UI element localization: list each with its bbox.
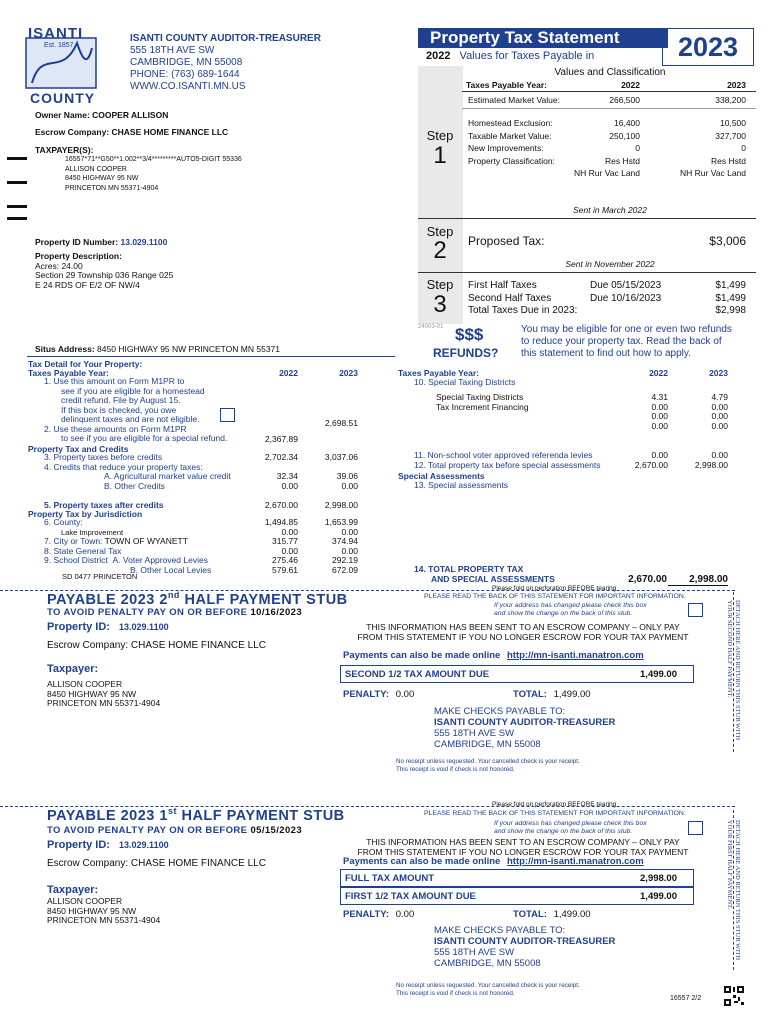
line9-name: SD 0477 PRINCETON [62, 572, 138, 581]
lines-11-12-2023 [670, 451, 728, 470]
line1-d: If this box is checked, you owe [61, 404, 177, 415]
values-heading: Values and Classification [554, 67, 666, 78]
line7-2023: 374.94 [332, 536, 358, 546]
county-city: CAMBRIDGE, MN 55008 [130, 57, 243, 68]
divider [462, 91, 756, 92]
stub1-taxpayer [47, 897, 160, 926]
stub1-escrow-company: Escrow Company: CHASE HOME FINANCE LLC [47, 858, 266, 869]
stub2-avoid-date: 10/16/2023 [250, 607, 303, 618]
stub2-title-b: HALF PAYMENT STUB [179, 591, 348, 608]
stub2-receipt-note [396, 758, 580, 774]
scan-code [723, 985, 745, 1007]
line14-2022: 2,670.00 [628, 574, 667, 585]
statement-title: Property Tax Statement [418, 28, 668, 48]
total-due-amount: $2,998 [715, 305, 746, 316]
hx-2022: 16,400 [614, 118, 640, 128]
first-half-due: Due 05/15/2023 [590, 280, 662, 291]
pc-label: Property Classification: [468, 155, 555, 166]
stub1-avoid-date: 05/15/2023 [250, 825, 303, 836]
logo-est-text: Est. 1857 [44, 42, 74, 49]
line5-2022: 2,670.00 [264, 500, 298, 510]
line8: 8. State General Tax [44, 545, 122, 556]
line6-2023: 1,653.99 [324, 517, 358, 527]
stub2-title [47, 590, 348, 608]
line9b-2022: 579.61 [272, 564, 298, 575]
line14 [414, 565, 555, 584]
stub1-pid [47, 839, 169, 851]
detail-2023: 2023 [339, 368, 358, 378]
line4b: B. Other Credits [104, 480, 165, 491]
stub2-title-a: PAYABLE 2023 2 [47, 591, 168, 608]
owner-name: Owner Name: COOPER ALLISON [35, 110, 169, 120]
stub1-city: PRINCETON MN 55371-4904 [47, 915, 161, 925]
taxpayer-name: ALLISON COOPER [65, 165, 127, 173]
county-address-block [130, 33, 321, 93]
first-half-amount: $1,499 [715, 280, 746, 291]
stub2-payee-address: 555 18TH AVE SW [434, 728, 515, 739]
line6b-2023: 0.00 [341, 526, 358, 537]
stub2-read-note: PLEASE READ THE BACK OF THIS STATEMENT FOR IMPORTANT INFORMATION. [424, 593, 686, 600]
line6b-2022: 0.00 [281, 526, 298, 537]
stub1-escrow-note [318, 838, 728, 857]
stub1-name: ALLISON COOPER [47, 896, 123, 906]
county-phone: PHONE: (763) 689-1644 [130, 69, 240, 80]
line3-2022: 2,702.34 [264, 452, 298, 462]
step-2-number: 2 [433, 237, 447, 264]
tmv-2022: 250,100 [609, 130, 640, 141]
line11-2023: 0.00 [711, 450, 728, 460]
stub1-amount-due-box [340, 887, 694, 905]
line10-2023 [670, 393, 728, 431]
desc-label: Property Description: [35, 251, 122, 261]
line10b-2023: 0.00 [711, 401, 728, 412]
stub2-avoid-text: TO AVOID PENALTY PAY ON OR BEFORE [47, 607, 248, 618]
stub1-due-amount: 1,499.00 [640, 891, 677, 902]
half-amounts [666, 280, 746, 318]
stub1-receipt-note [396, 982, 580, 998]
stub1-total-value: 1,499.00 [553, 909, 591, 920]
stub2-penalty [343, 689, 414, 700]
stub2-online [343, 650, 644, 661]
stub2-due-label: SECOND 1/2 TAX AMOUNT DUE [345, 669, 490, 680]
stub1-title-a: PAYABLE 2023 1 [47, 807, 168, 824]
line10a-2022: 4.31 [651, 392, 668, 402]
line1-e: delinquent taxes and are not eligible. [61, 414, 200, 424]
second-half-amount: $1,499 [715, 292, 746, 304]
line1-2023: 2,698.51 [324, 418, 358, 428]
postal-mark [7, 181, 27, 184]
line8-2023: 0.00 [341, 545, 358, 556]
line11-2022: 0.00 [651, 450, 668, 460]
line14-2023: 2,998.00 [689, 574, 728, 585]
stub2-side-note: DETACH HERE AND RETURN THIS STUB WITH YOUR SECOND HALF PAYMENT. [726, 600, 741, 741]
mailing-barcode-line: 16557*71**G50**1.002**3/4*********AUTO5-DIGIT 55336 [65, 156, 242, 163]
county-website: WWW.CO.ISANTI.MN.US [130, 81, 246, 92]
stub1-pid-label: Property ID: [47, 839, 110, 851]
stub2-pid-label: Property ID: [47, 621, 110, 633]
line9: 9. School District [44, 555, 108, 565]
situs-address [35, 344, 280, 354]
tmv-label: Taxable Market Value: [468, 130, 552, 141]
situs-value: 8450 HIGHWAY 95 NW PRINCETON MN 55371 [97, 344, 281, 354]
scan-code-graphic [723, 985, 745, 1007]
stub2-total [513, 689, 591, 700]
stub1-pid-value: 13.029.1100 [119, 840, 169, 850]
situs-label: Situs Address: [35, 344, 95, 354]
divider [462, 108, 756, 109]
stub1-escrow2: FROM THIS STATEMENT IF YOU NO LONGER ESCROW FOR YOUR TAX PAYMENT [357, 846, 689, 857]
line8-2022: 0.00 [281, 545, 298, 556]
stub2-penalty-value: 0.00 [395, 689, 415, 700]
stub2-street: 8450 HIGHWAY 95 NW [47, 688, 137, 699]
detail-2022: 2022 [279, 368, 298, 378]
line12-2022: 2,670.00 [634, 459, 668, 470]
stub2-penalty-label: PENALTY: [343, 689, 390, 700]
emv-2022: 266,500 [609, 95, 640, 105]
values-col-label: Taxes Payable Year: [466, 80, 547, 90]
lines-11-12 [414, 451, 600, 470]
county-street: 555 18TH AVE SW [130, 45, 215, 56]
line6: 6. County: [44, 517, 83, 527]
stub1-payee-city: CAMBRIDGE, MN 55008 [434, 958, 541, 969]
stub2-escrow-company: Escrow Company: CHASE HOME FINANCE LLC [47, 640, 266, 651]
proposed-label: Proposed Tax: [468, 234, 545, 248]
stub1-penalty [343, 909, 414, 920]
stub1-due-label: FIRST 1/2 TAX AMOUNT DUE [345, 891, 476, 902]
line9a-2023: 292.19 [332, 555, 358, 565]
line1-a: 1. Use this amount on Form M1PR to [44, 376, 185, 386]
stub2-title-sup: nd [167, 590, 180, 600]
pc-2023: Res Hstd [711, 155, 746, 166]
line7-name: TOWN OF WYANETT [104, 536, 188, 546]
stub1-penalty-label: PENALTY: [343, 909, 390, 920]
line12: 12. Total property tax before special assessments [414, 459, 601, 470]
half-due-dates [590, 280, 661, 305]
values-text: Values for Taxes Payable in [459, 50, 595, 62]
ni-2023: 0 [741, 143, 746, 153]
stub1-title [47, 806, 345, 824]
stub1-full-label: FULL TAX AMOUNT [345, 873, 435, 884]
line2-b: to see if you are eligible for a special refund. [61, 433, 228, 443]
taxpayer-mailing [65, 155, 242, 193]
pc-2022: Res Hstd [605, 155, 640, 166]
stub1-avoid-text: TO AVOID PENALTY PAY ON OR BEFORE [47, 825, 248, 836]
stub1-taxpayer-label: Taxpayer: [47, 884, 99, 896]
stub1-payee-name: ISANTI COUNTY AUDITOR-TREASURER [434, 936, 616, 947]
county-logo [22, 25, 114, 108]
stub2-due-amount: 1,499.00 [640, 669, 677, 680]
line3: 3. Property taxes before credits [44, 452, 163, 462]
desc-legal: E 24 RDS OF E/2 OF NW/4 [35, 279, 140, 290]
refund-text-1: You may be eligible for one or even two refunds [521, 324, 732, 335]
total-due-label: Total Taxes Due in 2023: [468, 305, 578, 316]
postal-mark [7, 217, 27, 220]
line14-b: AND SPECIAL ASSESSMENTS [431, 573, 555, 584]
stub2-taxpayer-label: Taxpayer: [47, 663, 99, 675]
stub1-payee-address: 555 18TH AVE SW [434, 947, 515, 958]
stub1-total [513, 909, 591, 920]
stub1-title-b: HALF PAYMENT STUB [176, 807, 345, 824]
desc-section: Section 29 Township 036 Range 025 [35, 270, 174, 280]
stub2-amount-due-box [340, 665, 694, 683]
taxpayer-city: PRINCETON MN 55371-4904 [65, 184, 159, 192]
stub1-street: 8450 HIGHWAY 95 NW [47, 905, 137, 916]
stub2-receipt1: No receipt unless requested. Your cancelled check is your receipt. [396, 758, 580, 765]
values-2023 [666, 117, 746, 180]
stub1-address-change-checkbox[interactable] [688, 821, 703, 835]
fold-note-1: Please fold on perforation BEFORE tearing [492, 801, 617, 808]
line4a-2023: 39.06 [336, 471, 358, 481]
page-footer: 16557 2/2 [670, 995, 702, 1002]
refund-text-2: to reduce your property tax. Read the back of [521, 336, 722, 347]
hx-label: Homestead Exclusion: [468, 118, 553, 128]
fold-note-2: Please fold on perforation BEFORE tearing [492, 585, 617, 592]
values-2022 [560, 117, 640, 180]
step-2-word: Step [426, 224, 454, 239]
payable-year: 2023 [662, 28, 754, 66]
line10a-2023: 4.79 [711, 392, 728, 402]
values-line [426, 50, 594, 62]
emv-label: Estimated Market Value: [468, 95, 560, 105]
step-3-word: Step [426, 277, 454, 292]
stub2-total-value: 1,499.00 [553, 689, 591, 700]
escrow-company: Escrow Company: CHASE HOME FINANCE LLC [35, 127, 229, 137]
stub1-full-tax-box [340, 869, 694, 887]
stub1-address-note [494, 820, 647, 836]
step-1-number: 1 [433, 142, 447, 169]
stub2-escrow2: FROM THIS STATEMENT IF YOU NO LONGER ESCROW FOR YOUR TAX PAYMENT [357, 631, 689, 642]
stub1-read-note: PLEASE READ THE BACK OF THIS STATEMENT FOR IMPORTANT INFORMATION. [424, 810, 686, 817]
second-half-due: Due 10/16/2023 [590, 292, 662, 304]
line10c-2023: 0.00 [711, 411, 728, 421]
lines-6-9-2022 [240, 518, 298, 575]
stub2-escrow-note [318, 623, 728, 642]
line2-2022: 2,367.89 [264, 434, 298, 444]
stub1-side-note: DETACH HERE AND RETURN THIS STUB WITH YOUR FIRST HALF PAYMENT. [726, 820, 741, 961]
lines-11-12-2022 [610, 451, 668, 470]
refund-dollars: $$$ [455, 325, 484, 344]
r-2022: 2022 [649, 368, 668, 378]
line5-2023: 2,998.00 [324, 500, 358, 510]
line4a: A. Agricultural market value credit [104, 471, 231, 481]
stub1-online-text: Payments can also be made online [343, 856, 501, 867]
stub2-addr2: and show the change on the back of this stub. [494, 610, 633, 617]
line4b-2022: 0.00 [281, 480, 298, 491]
taxpayers-label: TAXPAYER(S): [35, 145, 94, 155]
postal-mark [7, 157, 27, 160]
values-col-2023: 2023 [727, 80, 746, 90]
stub2-online-text: Payments can also be made online [343, 650, 501, 661]
line10d-2022: 0.00 [651, 420, 668, 431]
lines-6-9-2023 [300, 518, 358, 575]
postal-mark [7, 205, 27, 208]
line6-2022: 1,494.85 [264, 517, 298, 527]
second-half-label: Second Half Taxes [468, 292, 552, 304]
lines-6-9 [44, 518, 211, 575]
stub1-escrow1: THIS INFORMATION HAS BEEN SENT TO AN ESCROW COMPANY – ONLY PAY [366, 837, 680, 847]
line14-a: 14. TOTAL PROPERTY TAX [414, 564, 524, 574]
stub1-online [343, 856, 644, 867]
line1-b: see if you are eligible for a homestead [61, 385, 205, 396]
line11: 11. Non-school voter approved referenda levies [414, 450, 593, 460]
ni-2022: 0 [635, 143, 640, 153]
stub2-online-link[interactable]: http://mn-isanti.manatron.com [506, 650, 644, 661]
values-year: 2022 [426, 50, 451, 62]
values-labels [468, 117, 555, 167]
line10d-2023: 0.00 [711, 420, 728, 431]
lines-3-4-2023 [300, 453, 358, 491]
refund-text-3: this statement to find out how to apply. [521, 348, 691, 359]
stub1-avoid-penalty [47, 825, 302, 836]
divider [418, 218, 756, 219]
emv-2023: 338,200 [715, 95, 746, 105]
stub1-payee [434, 925, 615, 969]
line13: 13. Special assessments [414, 480, 509, 490]
stub1-penalty-value: 0.00 [395, 909, 415, 920]
stub1-receipt2: This receipt is void if check is not honored. [396, 990, 515, 997]
stub2-avoid-penalty [47, 607, 302, 618]
half-labels [468, 280, 577, 318]
stub1-addr2: and show the change on the back of this stub. [494, 828, 633, 835]
stub1-receipt1: No receipt unless requested. Your cancelled check is your receipt. [396, 982, 580, 989]
line6b: Lake Improvement [61, 527, 124, 537]
stub2-addr1: If your address has changed please check this box [494, 602, 647, 609]
step-1-word: Step [426, 128, 454, 143]
tmv-2023: 327,700 [715, 130, 746, 141]
first-half-label: First Half Taxes [468, 280, 537, 291]
county-office: ISANTI COUNTY AUDITOR-TREASURER [130, 33, 321, 44]
line2-a: 2. Use these amounts on Form M1PR [44, 423, 187, 434]
stub2-payee-city: CAMBRIDGE, MN 55008 [434, 739, 541, 750]
stub2-pid-value: 13.029.1100 [119, 622, 169, 632]
logo-top-text: ISANTI [28, 25, 84, 42]
line10-items [436, 393, 529, 412]
stub2-name: ALLISON COOPER [47, 679, 123, 689]
line7-2022: 315.77 [272, 536, 298, 546]
pc2-2022: NH Rur Vac Land [574, 168, 640, 178]
line4: 4. Credits that reduce your property taxes: [44, 461, 203, 472]
delinquent-checkbox[interactable] [220, 408, 235, 422]
pid-value: 13.029.1100 [120, 237, 168, 247]
stub2-receipt2: This receipt is void if check is not honored. [396, 766, 515, 773]
detail-payable-label: Taxes Payable Year: [28, 368, 109, 378]
lines-3-4 [44, 453, 231, 491]
line10c-2022: 0.00 [651, 411, 668, 421]
pid-label: Property ID Number: [35, 237, 119, 247]
stub1-online-link[interactable]: http://mn-isanti.manatron.com [506, 856, 644, 867]
proposed-value: $3,006 [709, 234, 746, 248]
sent-november: Sent in November 2022 [565, 259, 655, 269]
line9a-2022: 275.46 [272, 555, 298, 565]
values-col-2022: 2022 [621, 80, 640, 90]
line9b-2023: 672.09 [332, 564, 358, 575]
stub1-checks-label: MAKE CHECKS PAYABLE TO: [434, 925, 566, 936]
line10a: Special Taxing Districts [436, 392, 524, 402]
stub2-taxpayer [47, 680, 160, 709]
line5: 5. Property taxes after credits [44, 500, 164, 510]
stub2-payee-name: ISANTI COUNTY AUDITOR-TREASURER [434, 717, 616, 728]
line12-2023: 2,998.00 [694, 459, 728, 470]
refund-text [521, 324, 732, 360]
sent-march: Sent in March 2022 [573, 205, 647, 215]
stub1-addr1: If your address has changed please check this box [494, 820, 647, 827]
logo-bottom-text: COUNTY [30, 90, 96, 106]
taxpayer-street: 8450 HIGHWAY 95 NW [65, 175, 139, 182]
line4a-2022: 32.34 [276, 471, 298, 481]
stub1-title-sup: st [167, 806, 177, 816]
ptc-label: Property Tax and Credits [28, 444, 129, 454]
lines-3-4-2022 [240, 453, 298, 491]
line10-2022 [610, 393, 668, 431]
divider [418, 272, 756, 273]
line10b: Tax Increment Financing [436, 401, 529, 412]
refund-word: REFUNDS? [433, 346, 499, 360]
stub2-address-change-checkbox[interactable] [688, 603, 703, 617]
line1-text [44, 377, 227, 444]
stub2-city: PRINCETON MN 55371-4904 [47, 698, 161, 708]
r-2023: 2023 [709, 368, 728, 378]
desc-acres: Acres: 24.00 [35, 260, 83, 271]
r-payable-label: Taxes Payable Year: [398, 368, 479, 378]
line4b-2023: 0.00 [341, 480, 358, 491]
stub1-full-amount: 2,998.00 [640, 873, 677, 884]
line1-c: credit refund. File by August 15. [61, 395, 181, 405]
pc2-2023: NH Rur Vac Land [680, 168, 746, 178]
sa-label: Special Assessments [398, 471, 485, 481]
line3-2023: 3,037.06 [324, 452, 358, 462]
stub2-escrow1: THIS INFORMATION HAS BEEN SENT TO AN ESCROW COMPANY – ONLY PAY [366, 622, 680, 632]
refund-code: 24003-01 [418, 324, 444, 330]
divider [27, 356, 395, 357]
stub2-checks-label: MAKE CHECKS PAYABLE TO: [434, 706, 566, 717]
stub2-pid [47, 621, 169, 633]
stub2-address-note [494, 602, 647, 618]
property-id-line [35, 237, 167, 247]
line9b: B. Other Local Levies [130, 564, 212, 575]
ptj-label: Property Tax by Jurisdiction [28, 509, 143, 519]
divider [668, 585, 728, 586]
line10: 10. Special Taxing Districts [414, 377, 516, 387]
ni-label: New Improvements: [468, 143, 544, 153]
hx-2023: 10,500 [720, 118, 746, 128]
stub2-total-label: TOTAL: [513, 689, 547, 700]
step-3-number: 3 [433, 291, 447, 318]
line7: 7. City or Town: [44, 536, 103, 546]
line10b-2022: 0.00 [651, 401, 668, 412]
stub2-payee [434, 706, 615, 750]
detail-title: Tax Detail for Your Property: [28, 359, 143, 369]
property-description [35, 252, 173, 290]
line9a: A. Voter Approved Levies [112, 555, 208, 565]
stub1-total-label: TOTAL: [513, 909, 547, 920]
